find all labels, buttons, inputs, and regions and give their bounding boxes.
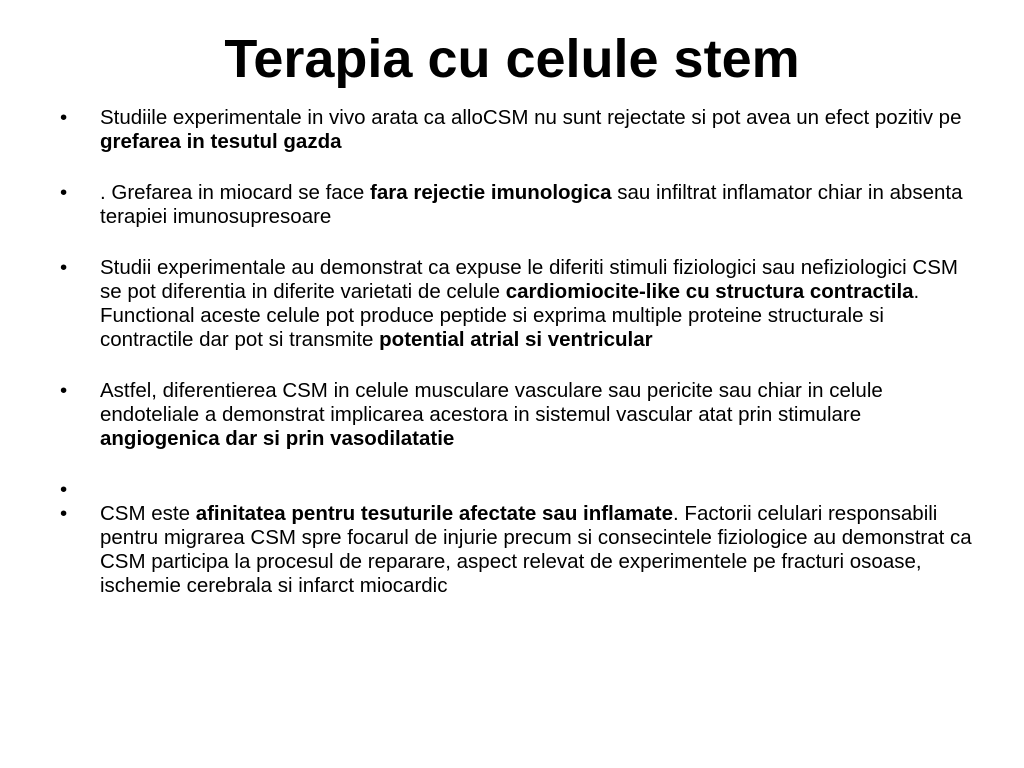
bullet-item — [56, 478, 976, 502]
bullet-item — [56, 256, 976, 352]
bullet-text: sau infiltrat inflamator chiar in absenta terapiei imunosupresoare — [100, 181, 963, 228]
bullet-text: . Factorii celulari responsabili pentru migrarea CSM spre focarul de injurie precum si consecintele fiziologice au demonstrat ca CSM participa la procesul de reparare, aspect relevat de experimentele pe fracturi osoase, ischemie cerebrala si infarct miocardic — [100, 502, 972, 597]
bullet-text: Studii experimentale au demonstrat ca expuse le diferiti stimuli fiziologici sau nefiziologici CSM se pot diferentia in diferite varietati de celule — [100, 256, 958, 303]
bullet-text-bold: grefarea in tesutul gazda — [100, 130, 342, 153]
bullet-item — [56, 181, 976, 229]
bullet-item — [56, 502, 976, 598]
bullet-list — [56, 106, 976, 625]
bullet-text-bold: cardiomiocite-like cu structura contractila — [505, 280, 914, 303]
bullet-text-bold: angiogenica dar si prin vasodilatatie — [100, 427, 455, 450]
slide-title: Terapia cu celule stem — [224, 29, 800, 89]
bullet-text: Studiile experimentale in vivo arata ca alloCSM nu sunt rejectate si pot avea un efect pozitiv pe — [100, 106, 962, 129]
bullet-text: . Grefarea in miocard se face — [100, 181, 371, 204]
bullet-text: Astfel, diferentierea CSM in celule musculare vasculare sau pericite sau chiar in celule endoteliale a demonstrat implicarea acestora in sistemul vascular atat prin stimulare — [100, 379, 883, 426]
bullet-text-bold: afinitatea pentru tesuturile afectate sau inflamate — [195, 502, 674, 525]
bullet-text-bold: fara rejectie imunologica — [370, 181, 612, 204]
bullet-text-bold: potential atrial si ventricular — [379, 328, 653, 351]
bullet-text: CSM este — [100, 502, 196, 525]
bullet-item — [56, 106, 976, 154]
bullet-text: . Functional aceste celule pot produce peptide si exprima multiple proteine structurale si contractile dar pot si transmite — [100, 280, 920, 351]
bullet-item — [56, 379, 976, 451]
